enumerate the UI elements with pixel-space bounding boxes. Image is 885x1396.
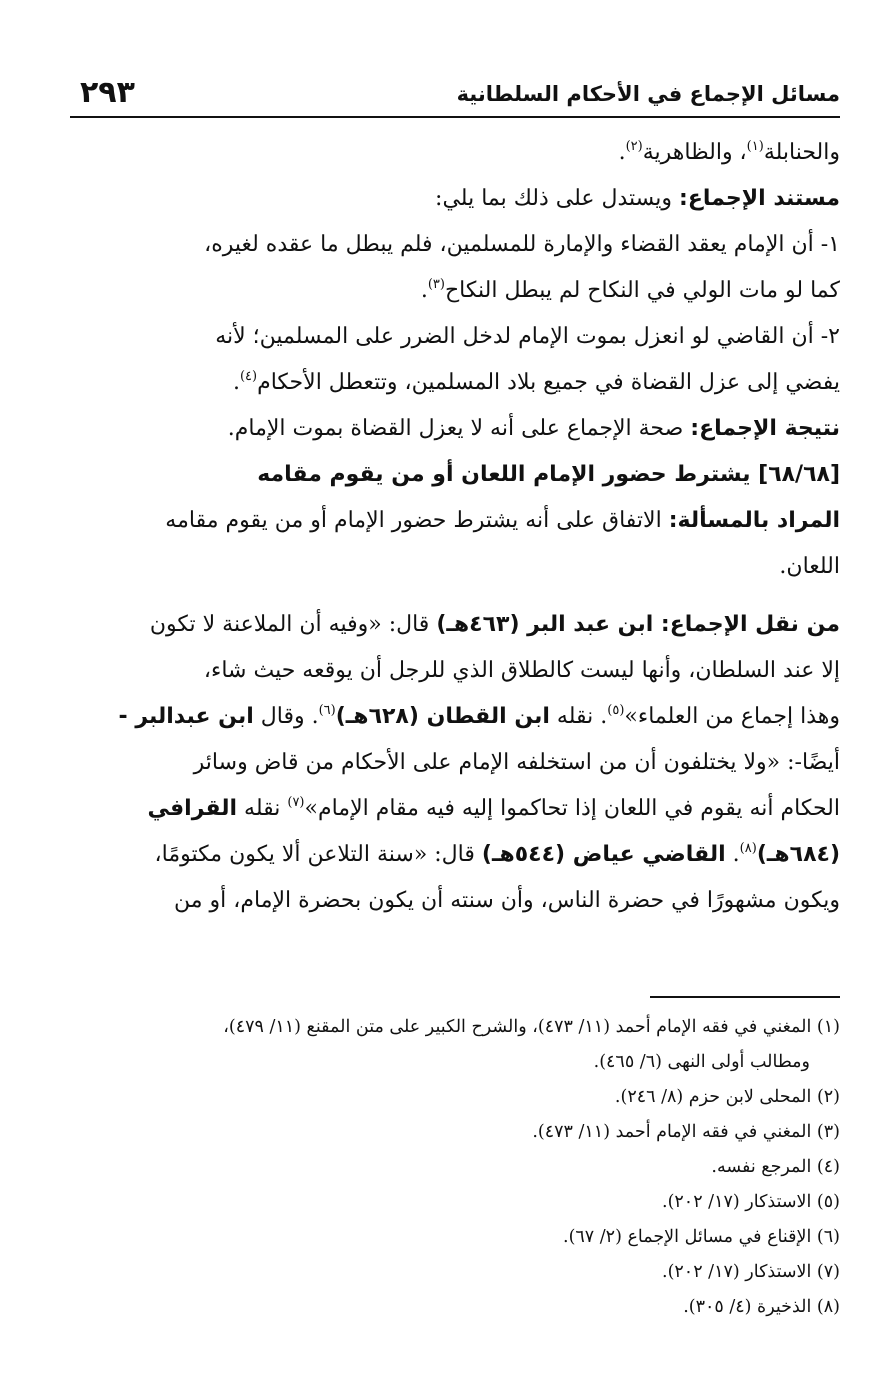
paragraph-evidence: مستند الإجماع: ويستدل على ذلك بما يلي: (435, 186, 840, 211)
footnotes (70, 1010, 840, 1325)
section-label: نتيجة الإجماع: (690, 416, 840, 441)
footnote-2: (٢) المحلى لابن حزم (٨/ ٢٤٦). (614, 1087, 840, 1107)
scholar-name: القرافي (147, 796, 238, 821)
scholar-name: القاضي عياض (٥٤٤هـ) (481, 842, 726, 867)
footnote-ref[interactable]: (٨) (739, 841, 757, 856)
footnote-ref[interactable]: (٦) (318, 703, 336, 718)
footnote-6: (٦) الإقناع في مسائل الإجماع (٢/ ٦٧). (563, 1227, 840, 1247)
footnote-5: (٥) الاستذكار (١٧/ ٢٠٢). (662, 1192, 840, 1212)
paragraph-point-2: ٢- أن القاضي لو انعزل بموت الإمام لدخل الضرر على المسلمين؛ لأنه يفضي إلى عزل القضاة في جميع بلاد المسلمين، وتتعطل الأحكام$^{(٤)}$. (215, 324, 840, 395)
footnote-ref[interactable]: (٥) (607, 703, 625, 718)
running-header (70, 58, 840, 118)
page-number: ٢٩٣ (80, 75, 135, 110)
issue-heading: [٦٨/٦٨] يشترط حضور الإمام اللعان أو من يقوم مقامه (257, 462, 840, 487)
footnote-3: (٣) المغني في فقه الإمام أحمد (١١/ ٤٧٣). (532, 1122, 840, 1142)
paragraph-meaning: المراد بالمسألة: الاتفاق على أنه يشترط حضور الإمام أو من يقوم مقامه اللعان. (165, 508, 840, 579)
footnote-ref[interactable]: (١) (746, 139, 764, 154)
scholar-name: ابن عبدالبر - (118, 704, 254, 729)
footnote-8: (٨) الذخيرة (٤/ ٣٠٥). (683, 1297, 840, 1317)
footnote-ref[interactable]: (٣) (427, 277, 445, 292)
footnote-1: (١) المغني في فقه الإمام أحمد (١١/ ٤٧٣)، والشرح الكبير على متن المقنع (١١/ ٤٧٩)، ومطالب أولى النهى (٦/ ٤٦٥). (223, 1017, 840, 1072)
footnote-ref[interactable]: (٢) (625, 139, 643, 154)
header-title: مسائل الإجماع في الأحكام السلطانية (456, 82, 840, 106)
footnote-separator (70, 996, 840, 998)
footnote-ref[interactable]: (٧) (287, 795, 305, 810)
main-text (70, 130, 840, 924)
section-label: مستند الإجماع: (679, 186, 840, 211)
footnote-4: (٤) المرجع نفسه. (711, 1157, 840, 1177)
scholar-name: ابن القطان (٦٢٨هـ) (335, 704, 550, 729)
paragraph-result: نتيجة الإجماع: صحة الإجماع على أنه لا يعزل القضاة بموت الإمام. (227, 416, 840, 441)
paragraph-transmitters: من نقل الإجماع: ابن عبد البر (٤٦٣هـ) قال: «وفيه أن الملاعنة لا تكون إلا عند السلطان، وأنها ليست كالطلاق الذي للرجل أن يوقعه حيث شاء، وهذا إجماع من العلماء»$^{(٥)}$. نقله ابن القطان (٦٢٨هـ)$^{(٦)}$. وقال ابن عبدالبر - أيضًا-: «ولا يختلفون أن من استخلفه الإمام على الأحكام من قاض وسائر الحكام أنه يقوم في اللعان إذا تحاكموا إليه فيه مقام الإمام»$^{(٧)}$ نقله القرافي (٦٨٤هـ)$^{(٨)}$. القاضي عياض (٥٤٤هـ) قال: «سنة التلاعن ألا يكون مكتومًا، ويكون مشهورًا في حضرة الناس، وأن سنته أن يكون بحضرة الإمام، أو من (118, 612, 840, 913)
section-label: المراد بالمسألة: (668, 508, 840, 533)
footnote-ref[interactable]: (٤) (239, 369, 258, 384)
scholar-date: (٦٨٤هـ) (756, 842, 840, 867)
paragraph-point-1: ١- أن الإمام يعقد القضاء والإمارة للمسلمين، فلم يبطل ما عقده لغيره، كما لو مات الولي في النكاح لم يبطل النكاح$^{(٣)}$. (204, 232, 840, 303)
book-page (70, 58, 840, 1378)
footnote-7: (٧) الاستذكار (١٧/ ٢٠٢). (662, 1262, 840, 1282)
section-label: من نقل الإجماع: ابن عبد البر (٤٦٣هـ) (436, 612, 840, 637)
paragraph-1: والحنابلة$^{(١)}$، والظاهرية$^{(٢)}$. (618, 139, 840, 165)
